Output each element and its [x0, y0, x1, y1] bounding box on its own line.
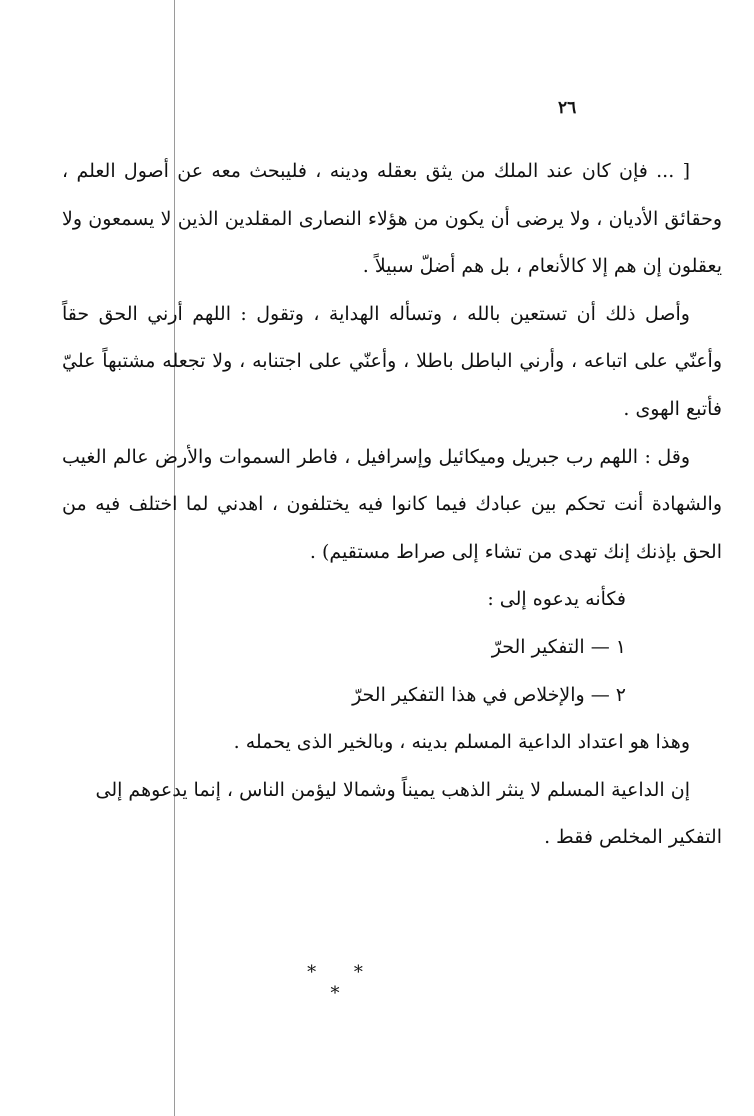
paragraph-king-quote: [ ... فإن كان عند الملك من يثق بعقله ودينه ، فليبحث معه عن أصول العلم ، وحقائق الأديان ، ولا يرضى أن يكون من هؤلاء النصارى المقلدين الذين لا يسمعون ولا يعقلون إن هم إلا كالأنعام ، بل هم أضلّ سبيلاً . — [62, 160, 722, 278]
paragraph-self-confidence: وهذا هو اعتداد الداعية المسلم بدينه ، وبالخير الذى يحمله . — [233, 731, 690, 754]
main-text — [62, 148, 722, 862]
paragraph-prayer: وقل : اللهم رب جبريل وميكائيل وإسرافيل ، فاطر السموات والأرض عالم الغيب والشهادة أنت تحكم بين عبادك فيما كانوا فيه يختلفون ، اهدني لما اختلف فيه من الحق بإذنك إنك تهدى من تشاء إلى صراط مستقيم) . — [62, 445, 722, 563]
paragraph-conclusion: إن الداعية المسلم لا ينثر الذهب يميناً وشمالا ليؤمن الناس ، إنما يدعوهم إلى التفكير المخلص فقط . — [95, 778, 722, 849]
paragraph-seek-guidance: وأصل ذلك أن تستعين بالله ، وتسأله الهداية ، وتقول : اللهم أرني الحق حقاً وأعنّي على اتباعه ، وأرني الباطل باطلا ، وأعنّي على اجتنابه ، ولا تجعله مشتبهاً عليّ فأتبع الهوى . — [62, 302, 722, 420]
page-number: ٢٦ — [558, 98, 577, 118]
list-item-sincerity: ٢ — والإخلاص في هذا التفكير الحرّ — [352, 683, 626, 706]
list-item-free-thinking: ١ — التفكير الحرّ — [491, 635, 626, 658]
paragraph-list-intro: فكأنه يدعوه إلى : — [487, 588, 626, 611]
section-separator: * * * — [307, 962, 379, 1004]
